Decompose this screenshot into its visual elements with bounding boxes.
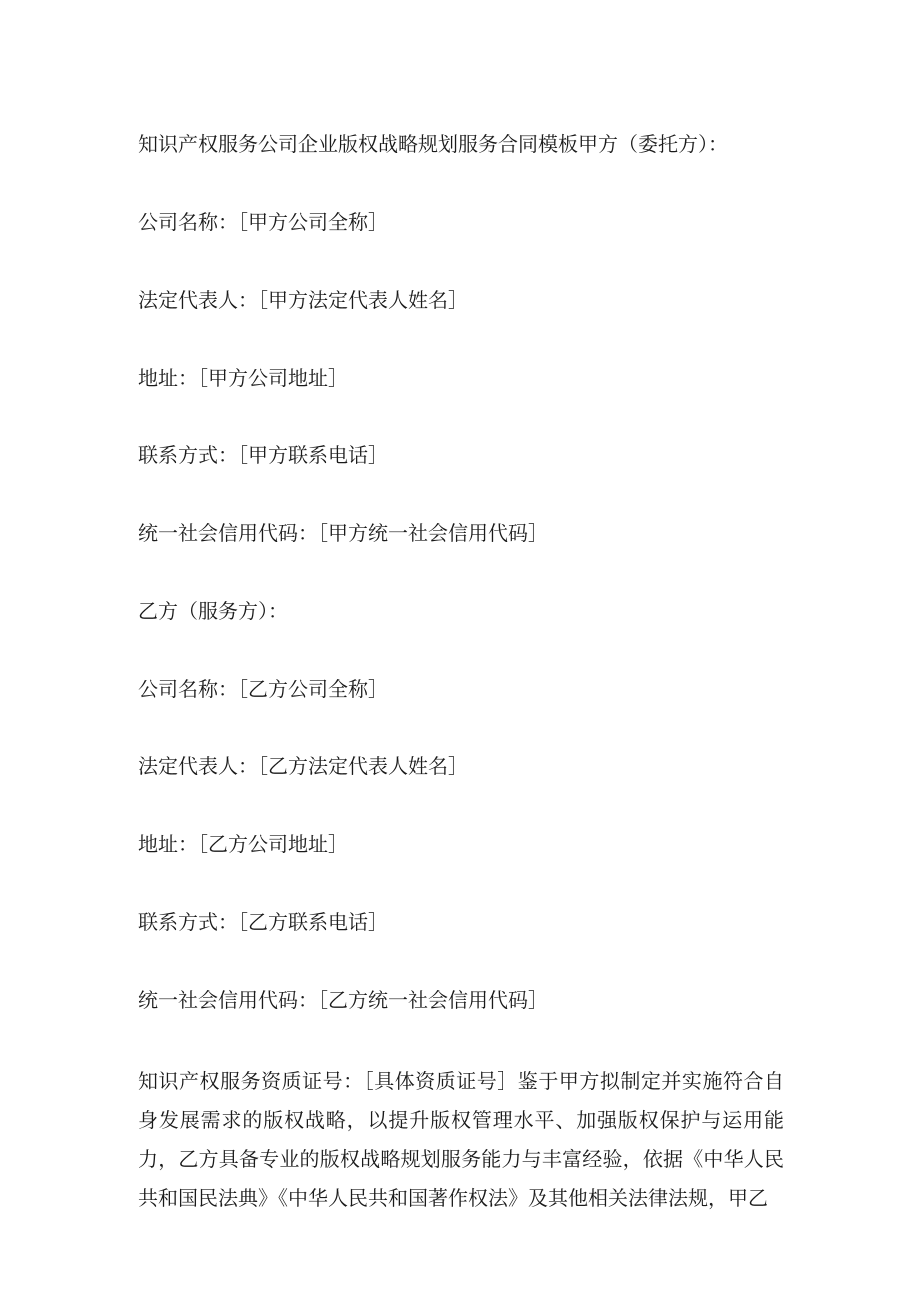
party-b-company-name: 公司名称：［乙方公司全称］ <box>138 677 388 701</box>
party-b-contact: 联系方式：［乙方联系电话］ <box>138 910 388 934</box>
party-a-contact: 联系方式：［甲方联系电话］ <box>138 443 388 467</box>
party-a-company-name: 公司名称：［甲方公司全称］ <box>138 210 388 234</box>
party-b-heading: 乙方（服务方）： <box>138 599 288 623</box>
party-b-credit-code: 统一社会信用代码：［乙方统一社会信用代码］ <box>138 988 548 1012</box>
party-b-legal-representative: 法定代表人：［乙方法定代表人姓名］ <box>138 754 468 778</box>
party-a-credit-code: 统一社会信用代码：［甲方统一社会信用代码］ <box>138 521 548 545</box>
party-b-address: 地址：［乙方公司地址］ <box>138 832 348 856</box>
preamble-paragraph: 知识产权服务资质证号：［具体资质证号］鉴于甲方拟制定并实施符合自身发展需求的版权战略，以提升版权管理水平、加强版权保护与运用能力，乙方具备专业的版权战略规划服务能力与丰富经验，依据《中华人民共和国民法典》《中华人民共和国著作权法》及其他相关法律法规，甲乙 <box>138 1069 784 1210</box>
party-a-address: 地址：［甲方公司地址］ <box>138 366 348 390</box>
contract-title-party-a-heading: 知识产权服务公司企业版权战略规划服务合同模板甲方（委托方）： <box>138 132 728 156</box>
party-a-legal-representative: 法定代表人：［甲方法定代表人姓名］ <box>138 288 468 312</box>
